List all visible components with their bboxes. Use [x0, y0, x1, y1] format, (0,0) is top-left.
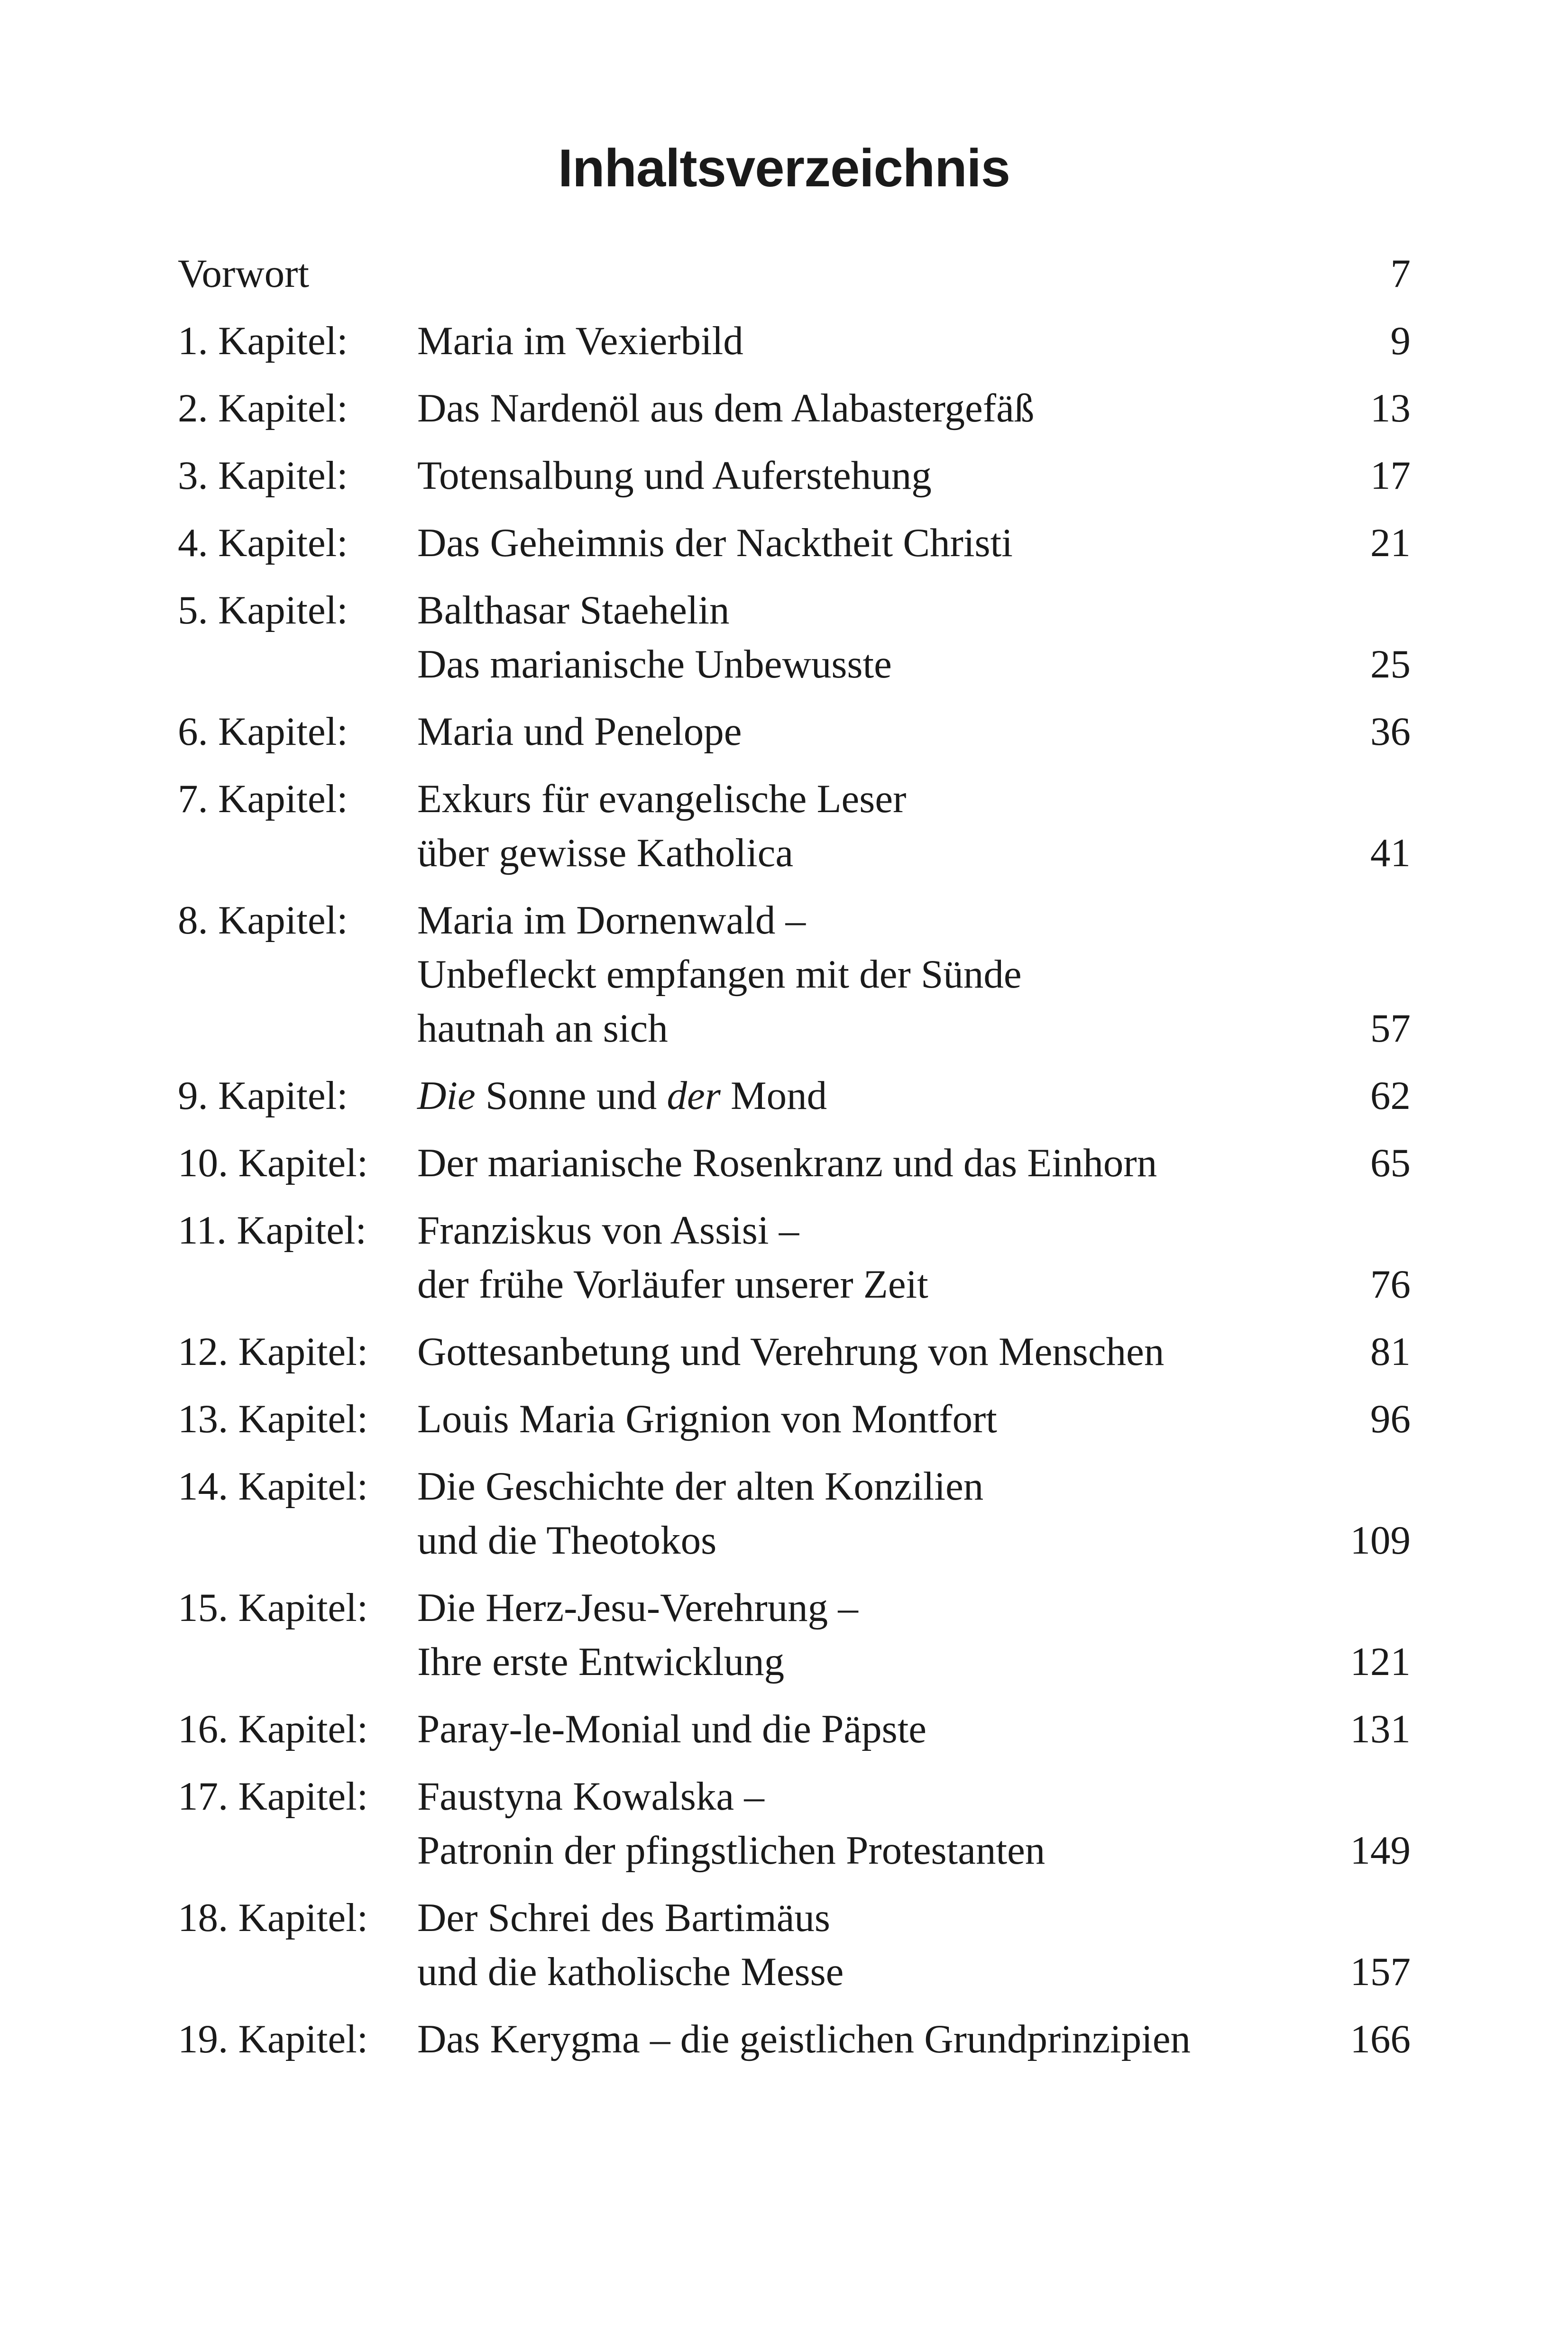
toc-entry: [178, 247, 1411, 301]
toc-entry-page-number: 65: [1370, 1141, 1411, 1185]
toc-entry-title-line: der frühe Vorläufer unserer Zeit: [417, 1262, 928, 1307]
toc-entry-label: 8. Kapitel:: [178, 898, 348, 943]
toc-entry-page-number: 62: [1370, 1073, 1411, 1118]
toc-entry-label: 17. Kapitel:: [178, 1774, 368, 1819]
toc-entry-title: [417, 583, 1297, 691]
toc-entry-title-line: hautnah an sich: [417, 1006, 668, 1051]
toc-entry-label: 3. Kapitel:: [178, 453, 348, 498]
toc-entry: [178, 893, 1411, 1055]
toc-entry-label: 14. Kapitel:: [178, 1464, 368, 1509]
toc-entry-title: [417, 1136, 1297, 1190]
toc-entry-title-text: Sonne und: [475, 1073, 667, 1118]
toc-entry-title: [417, 516, 1297, 570]
toc-entry-label: 13. Kapitel:: [178, 1397, 368, 1441]
toc-entry-title-line: Gottesanbetung und Verehrung von Menschen: [417, 1329, 1165, 1374]
toc-entry-label: 7. Kapitel:: [178, 777, 348, 821]
toc-entry-title: [417, 1891, 1297, 1999]
toc-entry-title-line: über gewisse Katholica: [417, 831, 794, 875]
toc-entry-title-line: Vorwort: [178, 251, 310, 296]
toc-entry-title: [417, 1459, 1297, 1567]
toc-entry: [178, 2012, 1411, 2066]
toc-entry-page-number: 121: [1350, 1639, 1411, 1684]
toc-entry: [178, 1459, 1411, 1567]
toc-entry-page-number: 157: [1350, 1949, 1411, 1994]
toc-entry-title: [417, 1581, 1297, 1689]
toc-entry: [178, 516, 1411, 570]
toc-entry-page-number: 149: [1350, 1828, 1411, 1873]
toc-entry-page-number: 96: [1370, 1397, 1411, 1441]
toc-entry: [178, 1891, 1411, 1999]
toc-entry-page-number: 25: [1370, 642, 1411, 686]
toc-entry-title-italic: Die: [417, 1073, 476, 1118]
toc-entry-label: 15. Kapitel:: [178, 1585, 368, 1630]
toc-entry-label: 12. Kapitel:: [178, 1329, 368, 1374]
toc-entry-page-number: 109: [1350, 1518, 1411, 1563]
toc-entry-title-line: Der marianische Rosenkranz und das Einhorn: [417, 1141, 1157, 1185]
toc-entry-title-line: Ihre erste Entwicklung: [417, 1639, 785, 1684]
toc-entry-title-line: Faustyna Kowalska –: [417, 1774, 764, 1819]
toc-entry-title: [417, 448, 1297, 503]
table-of-contents: [178, 247, 1411, 2079]
toc-entry: [178, 772, 1411, 880]
toc-entry-title: [417, 1069, 1297, 1123]
toc-entry: [178, 1392, 1411, 1446]
toc-entry-title-line: Das marianische Unbewusste: [417, 642, 892, 686]
toc-entry-title-line: Das Kerygma – die geistlichen Grundprinzipien: [417, 2017, 1191, 2061]
toc-entry: [178, 1702, 1411, 1756]
toc-entry-title-line: Maria im Vexierbild: [417, 319, 743, 363]
toc-entry-page-number: 81: [1370, 1329, 1411, 1374]
toc-entry-title: [417, 314, 1297, 368]
toc-entry-title-italic: der: [667, 1073, 721, 1118]
toc-entry-page-number: 166: [1350, 2017, 1411, 2061]
toc-entry-title-line: und die katholische Messe: [417, 1949, 844, 1994]
toc-entry: [178, 1203, 1411, 1311]
toc-entry-title-line: Exkurs für evangelische Leser: [417, 777, 907, 821]
toc-entry-page-number: 41: [1370, 831, 1411, 875]
toc-entry: [178, 1069, 1411, 1123]
toc-entry-title: [417, 1702, 1297, 1756]
toc-entry-title-line: Maria im Dornenwald –: [417, 898, 806, 943]
toc-entry-label: 9. Kapitel:: [178, 1073, 348, 1118]
toc-entry-label: 16. Kapitel:: [178, 1707, 368, 1751]
toc-entry-title-line: Der Schrei des Bartimäus: [417, 1895, 831, 1940]
toc-entry-title-line: Unbefleckt empfangen mit der Sünde: [417, 952, 1022, 997]
toc-entry-title-line: Das Geheimnis der Nacktheit Christi: [417, 521, 1013, 565]
toc-entry: [178, 1769, 1411, 1877]
toc-entry-page-number: 76: [1370, 1262, 1411, 1307]
toc-entry-label: 10. Kapitel:: [178, 1141, 368, 1185]
toc-entry-label: 18. Kapitel:: [178, 1895, 368, 1940]
toc-entry-title: [417, 705, 1297, 759]
toc-entry-title-line: Die Geschichte der alten Konzilien: [417, 1464, 984, 1509]
page-title: Inhaltsverzeichnis: [558, 138, 1010, 198]
toc-entry-label: 19. Kapitel:: [178, 2017, 368, 2061]
toc-entry-label: 4. Kapitel:: [178, 521, 348, 565]
toc-entry: [178, 1581, 1411, 1689]
toc-entry-title: [417, 893, 1297, 1055]
toc-entry-page-number: 13: [1370, 386, 1411, 430]
toc-entry-label: 2. Kapitel:: [178, 386, 348, 430]
toc-entry-title: [417, 1325, 1297, 1379]
toc-entry: [178, 583, 1411, 691]
toc-entry-label: 5. Kapitel:: [178, 588, 348, 632]
toc-entry-title-line: [417, 1069, 1297, 1123]
toc-entry: [178, 381, 1411, 435]
toc-entry-title-line: Louis Maria Grignion von Montfort: [417, 1397, 997, 1441]
toc-entry: [178, 705, 1411, 759]
toc-entry-page-number: 17: [1370, 453, 1411, 498]
toc-entry: [178, 314, 1411, 368]
toc-entry-label: 1. Kapitel:: [178, 319, 348, 363]
toc-entry-title: [417, 772, 1297, 880]
toc-entry: [178, 1325, 1411, 1379]
toc-entry-title: [417, 2012, 1297, 2066]
toc-entry-label: 6. Kapitel:: [178, 709, 348, 754]
toc-entry-label: 11. Kapitel:: [178, 1208, 367, 1253]
toc-entry-title-line: Franziskus von Assisi –: [417, 1208, 799, 1253]
toc-entry: [178, 1136, 1411, 1190]
toc-entry-title-line: Paray-le-Monial und die Päpste: [417, 1707, 927, 1751]
toc-entry-page-number: 36: [1370, 709, 1411, 754]
toc-entry-title-text: Mond: [720, 1073, 827, 1118]
toc-entry-title-line: Das Nardenöl aus dem Alabastergefäß: [417, 386, 1035, 430]
toc-entry-title: [417, 1769, 1297, 1877]
toc-entry-title: [417, 381, 1297, 435]
toc-entry-title-line: Totensalbung und Auferstehung: [417, 453, 932, 498]
toc-entry-title-line: Balthasar Staehelin: [417, 588, 730, 632]
toc-entry-page-number: 9: [1390, 319, 1411, 363]
toc-entry-page-number: 131: [1350, 1707, 1411, 1751]
toc-entry: [178, 448, 1411, 503]
toc-entry-title-line: Maria und Penelope: [417, 709, 742, 754]
toc-entry-title-line: und die Theotokos: [417, 1518, 717, 1563]
toc-entry-title-line: Patronin der pfingstlichen Protestanten: [417, 1828, 1045, 1873]
toc-entry-page-number: 7: [1390, 251, 1411, 296]
toc-entry-title: [417, 1203, 1297, 1311]
toc-entry-title-line: Die Herz-Jesu-Verehrung –: [417, 1585, 858, 1630]
toc-entry-page-number: 57: [1370, 1006, 1411, 1051]
toc-entry-page-number: 21: [1370, 521, 1411, 565]
toc-entry-title: [417, 1392, 1297, 1446]
toc-entry-title: [178, 247, 1297, 301]
